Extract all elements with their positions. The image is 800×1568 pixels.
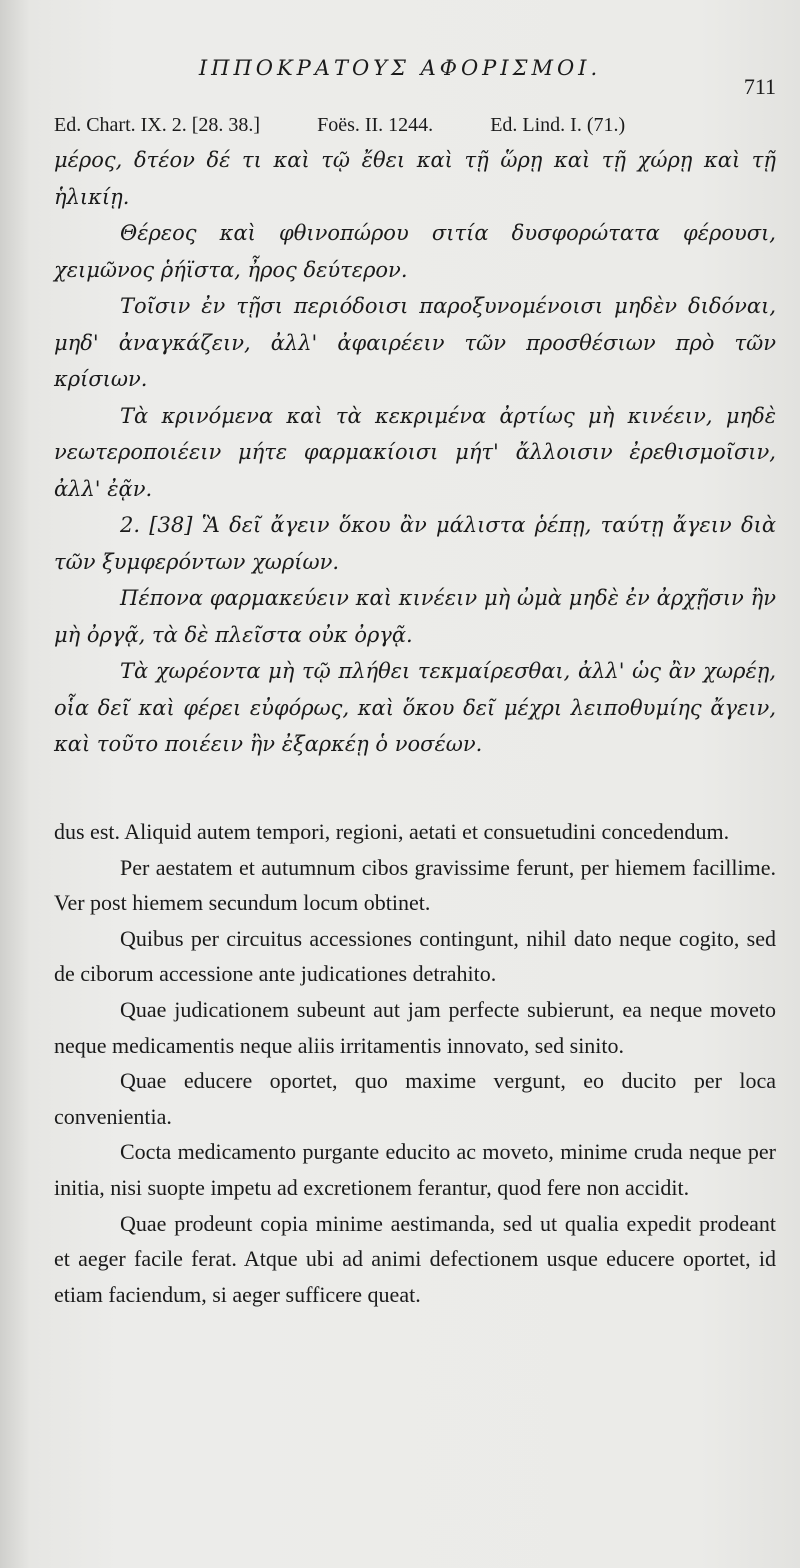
edition-foes-ref: Foës. II. 1244. [317,114,434,136]
edition-chartier-ref: Ed. Chart. IX. 2. [28. 38.] [54,114,261,136]
greek-text-block [54,142,776,763]
latin-paragraph: dus est. Aliquid autem tempori, regioni, aetati et consuetudini concedendum. [54,819,730,844]
greek-paragraph: Θέρεος καὶ φθινοπώρου σιτία δυσφορώτατα φέρουσι, χειμῶνος ῥήϊστα, ἦρος δεύτερον. [54,221,776,282]
greek-paragraph: Τὰ κρινόμενα καὶ τὰ κεκριμένα ἀρτίως μὴ κινέειν, μηδὲ νεωτεροποιέειν μήτε φαρμακίοισι μήτ' ἄλλοισιν ἐρεθισμοῖσιν, ἀλλ' ἐᾷν. [54,403,776,501]
latin-paragraph: Quae educere oportet, quo maxime vergunt, eo ducito per loca convenientia. [54,1068,776,1129]
edition-lind-ref: Ed. Lind. I. (71.) [490,114,626,136]
greek-paragraph: Τοῖσιν ἐν τῇσι περιόδοισι παροξυνομένοισι μηδὲν διδόναι, μηδ' ἀναγκάζειν, ἀλλ' ἀφαιρέειν τῶν προσθέσιων πρὸ τῶν κρίσιων. [54,294,776,391]
running-title: ΙΠΠΟΚΡΑΤΟΥΣ ΑΦΟΡΙΣΜΟΙ. [198,56,602,80]
latin-text-block [54,814,776,1312]
latin-paragraph: Cocta medicamento purgante educito ac moveto, minime cruda neque per initia, nisi suopte impetu ad excretionem ferantur, quod fere non accidit. [54,1139,776,1200]
latin-paragraph: Quae judicationem subeunt aut jam perfecte subierunt, ea neque moveto neque medicamentis neque aliis irritamentis innovato, sed sinito. [54,996,776,1058]
edition-reference-line [54,114,794,137]
page-number: 711 [743,74,776,99]
greek-paragraph: 2. [38] Ἃ δεῖ ἄγειν ὅκου ἂν μάλιστα ῥέπῃ, ταύτῃ ἄγειν διὰ τῶν ξυμφερόντων χωρίων. [54,513,776,574]
greek-paragraph: μέρος, δτέον δέ τι καὶ τῷ ἔθει καὶ τῇ ὥρῃ καὶ τῇ χώρῃ καὶ τῇ ἡλικίῃ. [54,148,776,209]
greek-paragraph: Τὰ χωρέοντα μὴ τῷ πλήθει τεκμαίρεσθαι, ἀλλ' ὡς ἂν χωρέῃ, οἷα δεῖ καὶ φέρει εὐφόρως, καὶ ὅκου δεῖ μέχρι λειποθυμίης ἄγειν, καὶ τοῦτο ποιέειν ἢν ἐξαρκέῃ ὁ νοσέων. [54,659,776,756]
greek-paragraph: Πέπονα φαρμακεύειν καὶ κινέειν μὴ ὠμὰ μηδὲ ἐν ἀρχῇσιν ἢν μὴ ὀργᾷ, τὰ δὲ πλεῖστα οὐκ ὀργᾷ. [54,586,776,647]
latin-paragraph: Per aestatem et autumnum cibos gravissime ferunt, per hiemem facillime. Ver post hiemem secundum locum obtinet. [54,854,776,916]
latin-paragraph: Quae prodeunt copia minime aestimanda, sed ut qualia expedit prodeant et aeger facile ferat. Atque ubi ad animi defectionem usque educere oportet, id etiam faciendum, si aeger sufficere queat. [54,1210,776,1307]
latin-paragraph: Quibus per circuitus accessiones contingunt, nihil dato neque cogito, sed de ciborum accessione ante judicationes detrahito. [54,925,776,987]
